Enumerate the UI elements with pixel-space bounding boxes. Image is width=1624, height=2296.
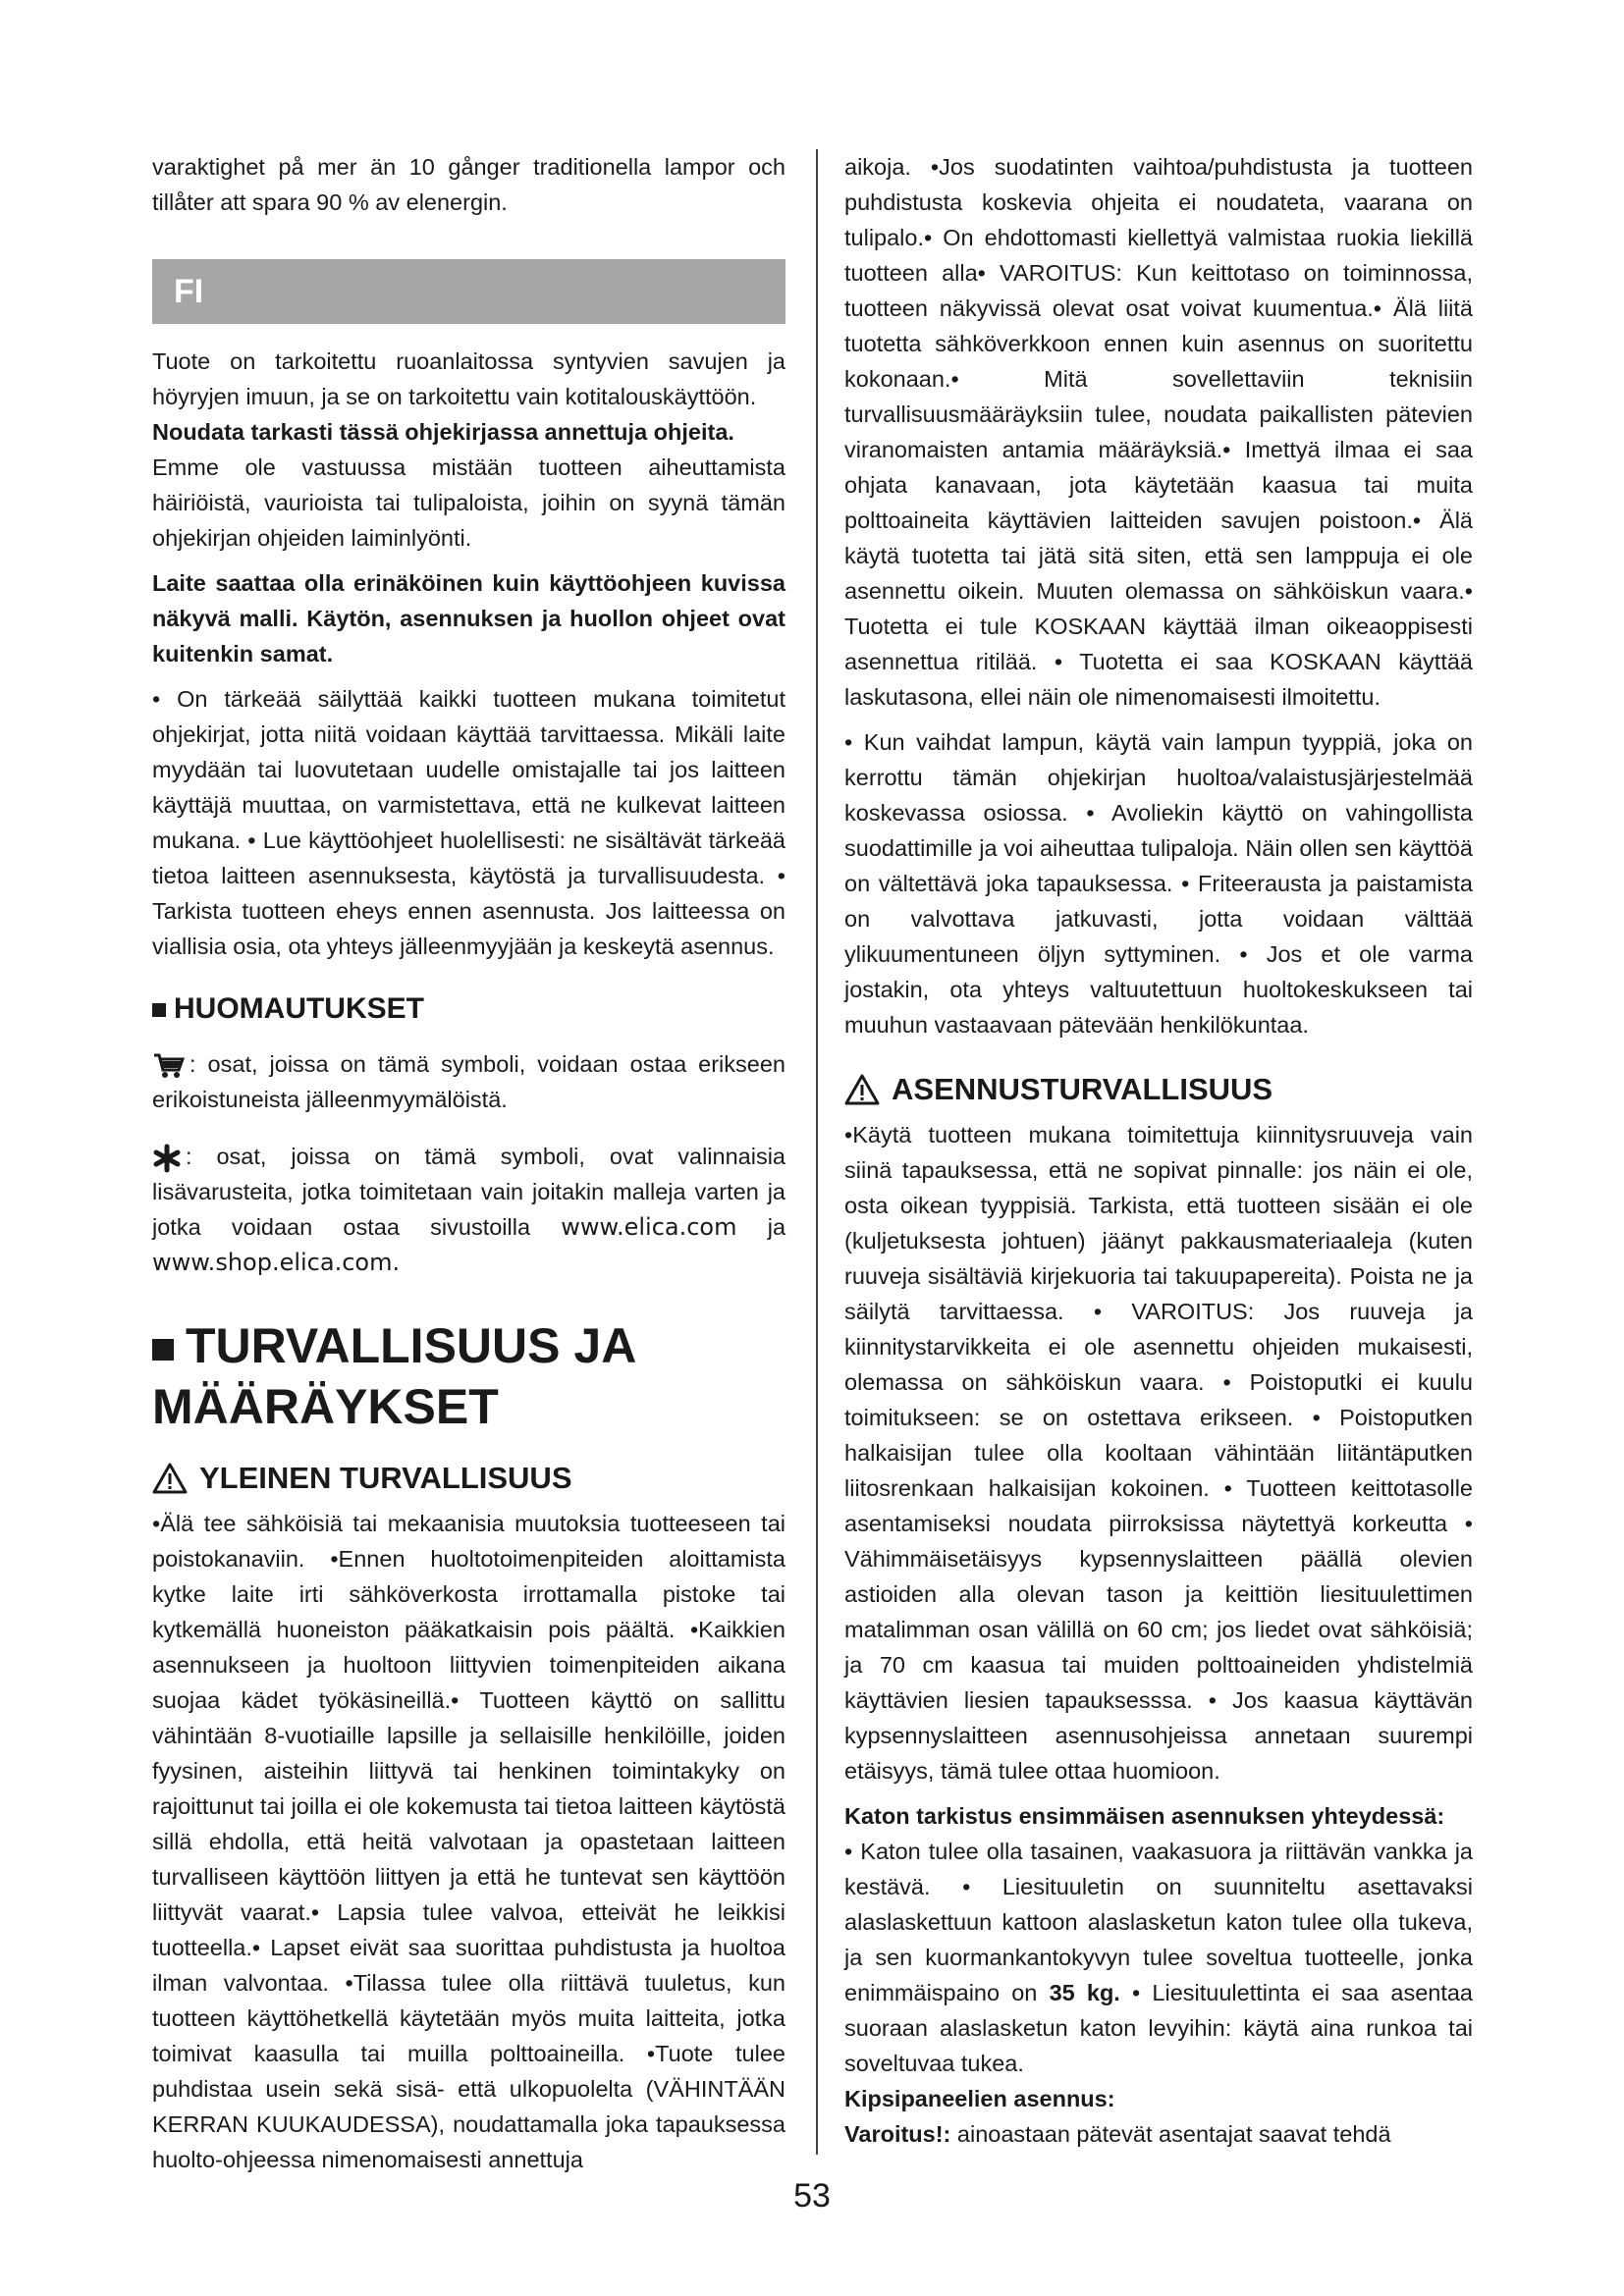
follow-instructions-paragraph: Noudata tarkasti tässä ohjekirjassa annettuja ohjeita.: [152, 419, 734, 445]
right-column: [844, 149, 1473, 2162]
warning-triangle-icon: [152, 1463, 188, 1494]
gypsum-panels-heading: Kipsipaneelien asennus:: [844, 2086, 1115, 2111]
warning-triangle-icon: [844, 1074, 880, 1105]
asterisk-icon: [152, 1144, 182, 1173]
star-symbol-note: : osat, joissa on tämä symboli, ovat valinnaisia lisävarusteita, jotka toimitetaan vain joitakin malleja varten ja jotka voidaan ostaa sivustoilla www.elica.com ja www.shop.elica.com.: [152, 1144, 786, 1276]
general-safety-heading: YLEINEN TURVALLISUUS: [152, 1459, 785, 1498]
general-safety-continued: aikoja. •Jos suodatinten vaihtoa/puhdistusta ja tuotteen puhdistusta koskevia ohjeita ei noudateta, vaarana on tulipalo.• On ehdottomasti kiellettyä valmistaa ruokia liekillä tuotteen alla• VAROITUS: Kun keittotaso on toiminnossa, tuotteen näkyvissä olevat osat voivat kuumentua.• Älä liitä tuotetta sähköverkkoon ennen kuin asennus on suoritettu kokonaan.• Mitä sovellettaviin teknisiin turvallisuusmääräyksiin tulee, noudata paikallisten pätevien viranomaisten antamia määräyksiä.• Imettyä ilmaa ei saa ohjata kanavaan, jota käytetään kaasua tai muita polttoaineita käyttävien laitteiden savujen poistoon.• Älä käytä tuotetta tai jätä sitä siten, että sen lamppuja ei ole asennettu oikein. Muuten olemassa on sähköiskun vaara.• Tuotetta ei tule KOSKAAN käyttää ilman oikeaoppisesti asennettua ritilää. • Tuotetta ei saa KOSKAAN käyttää laskutasona, ellei näin ole nimenomaisesti ilmoitettu.: [844, 154, 1473, 710]
lamp-and-flame-paragraph: • Kun vaihdat lampun, käytä vain lampun tyyppiä, joka on kerrottu tämän ohjekirjan huoltoa/valaistusjärjestelmää koskevassa osiossa. • Avoliekin käyttö on vahingollista suodattimille ja voi aiheuttaa tulipaloja. Näin ollen sen käyttöä on vältettävä joka tapauksessa. • Friteerausta ja paistamista on valvottava jatkuvasti, jotta voidaan välttää ylikuumentuneen öljyn syttyminen. • Jos et ole varma jostakin, ota yhteys valtuutettuun huoltokeskukseen tai muuhun vastaavaan pätevään henkilökuntaa.: [844, 729, 1473, 1038]
purpose-paragraph: Tuote on tarkoitettu ruoanlaitossa syntyvien savujen ja höyryjen imuun, ja se on tarkoitettu vain kotitalouskäyttöön.: [152, 348, 785, 409]
safety-regulations-heading: TURVALLISUUS JA MÄÄRÄYKSET: [152, 1318, 637, 1434]
shop-elica-url[interactable]: www.shop.elica.com.: [152, 1249, 401, 1276]
gypsum-warning-text: Varoitus!: ainoastaan pätevät asentajat saavat tehdä: [844, 2121, 1391, 2147]
page-number: 53: [793, 2177, 831, 2215]
installation-safety-text: •Käytä tuotteen mukana toimitettuja kiinnitysruuveja vain siinä tapauksessa, että ne sopivat pinnalle: jos näin ei ole, osta oikean tyyppisiä. Tarkista, että tuotteen sisään ei ole (kuljetuksesta johtuen) jäänyt pakkausmateriaaleja (kuten ruuveja sisältäviä kirjekuoria tai takuupapereita). Poista ne ja säilytä tarvittaessa. • VAROITUS: Jos ruuveja ja kiinnitystarvikkeita ei ole asennettu ohjeiden mukaisesti, olemassa on sähköiskun vaara. • Poistoputki ei kuulu toimitukseen: se on ostettava erikseen. • Poistoputken halkaisijan tulee olla kooltaan vähintään liitäntäputken liitosrenkaan halkaisijan kokoinen. • Tuotteen keittotasolle asentamiseksi noudata piirroksissa näytettyä korkeutta • Vähimmäisetäisyys kypsennyslaitteen päällä olevien astioiden alla olevan tason ja keittiön liesituulettimen matalimman osan välillä on 60 cm; jos liedet ovat sähköisiä; ja 70 cm kaasua tai muiden polttoaineiden yhdistelmiä käyttävien liesien tapauksesssa. • Jos kaasua käyttävän kypsennyslaitteen asennusohjeissa annetaan suurempi etäisyys, tämä tulee ottaa huomioon.: [844, 1122, 1473, 1784]
liability-paragraph: Emme ole vastuussa mistään tuotteen aiheuttamista häiriöistä, vaurioista tai tulipaloista, joihin on syynä tämän ohjekirjan ohjeiden laiminlyönti.: [152, 454, 785, 551]
ceiling-check-heading: Katon tarkistus ensimmäisen asennuksen yhteydessä:: [844, 1803, 1445, 1829]
max-weight-value: 35 kg.: [1049, 1980, 1120, 2005]
notes-heading: HUOMAUTUKSET: [152, 989, 785, 1029]
left-column: [152, 149, 785, 2187]
ceiling-check-text: • Katon tulee olla tasainen, vaakasuora ja riittävän vankka ja kestävä. • Liesituuletin on suunniteltu asettavaksi alaslaskettuun kattoon alaslasketun katon tulee olla tukeva, ja sen kuormankantokyvyn tulee soveltua tuotteelle, jonka enimmäispaino on 35 kg. • Liesituulettinta ei saa asentaa suoraan alaslasketun katon levyihin: käytä aina runkoa tai soveltuvaa tukea.: [844, 1839, 1474, 2076]
language-header-bar: [152, 259, 785, 324]
square-bullet-icon: [152, 1339, 174, 1361]
elica-url[interactable]: www.elica.com: [561, 1213, 737, 1241]
square-bullet-icon: [152, 1003, 166, 1017]
model-notice-paragraph: Laite saattaa olla erinäköinen kuin käyttöohjeen kuvissa näkyvä malli. Käytön, asennuksen ja huollon ohjeet ovat kuitenkin samat.: [152, 570, 785, 667]
general-safety-text: •Älä tee sähköisiä tai mekaanisia muutoksia tuotteeseen tai poistokanaviin. •Ennen huoltotoimenpiteiden aloittamista kytke laite irti sähköverkosta irrottamalla pistoke tai kytkemällä huoneiston pääkatkaisin pois päältä. •Kaikkien asennukseen ja huoltoon liittyvien toimenpiteiden aikana suojaa kädet työkäsineillä.• Tuotteen käyttö on sallittu vähintään 8-vuotiaille lapsille ja sellaisille henkilöille, joiden fyysinen, aisteihin liittyvä tai henkinen toimintakyky on rajoittunut tai joilla ei ole kokemusta tai tietoa laitteen käytöstä sillä ehdolla, että heitä valvotaan ja opastetaan laitteen turvalliseen käyttöön liittyen ja että he tuntevat sen käyttöön liittyvät vaarat.• Lapsia tulee valvoa, etteivät he leikkisi tuotteella.• Lapset eivät saa suorittaa puhdistusta ja huoltoa ilman valvontaa. •Tilassa tulee olla riittävä tuuletus, kun tuotteen käyttöhetkellä käytetään myös muita laitteita, jotka toimivat kaasulla tai muilla polttoaineilla. •Tuote tulee puhdistaa usein sekä sisä- että ulkopuolelta (VÄHINTÄÄN KERRAN KUUKAUDESSA), noudattamalla joka tapauksessa huolto-ohjeessa nimenomaisesti annettuja: [152, 1511, 785, 2172]
language-label: FI: [174, 273, 204, 310]
installation-safety-heading: ASENNUSTURVALLISUUS: [844, 1070, 1473, 1109]
intro-paragraph: varaktighet på mer än 10 gånger traditionella lampor och tillåter att spara 90 % av elenergin.: [152, 154, 785, 215]
shopping-cart-icon: [152, 1052, 186, 1080]
cart-symbol-note: : osat, joissa on tämä symboli, voidaan ostaa erikseen erikoistuneista jälleenmyymälöistä.: [152, 1051, 785, 1112]
column-divider: [816, 149, 818, 2155]
manual-keeping-paragraph: • On tärkeää säilyttää kaikki tuotteen mukana toimitetut ohjekirjat, jotta niitä voidaan käyttää tarvittaessa. Mikäli laite myydään tai luovutetaan uudelle omistajalle tai jos laitteen käyttäjä muuttaa, on varmistettava, että ne kulkevat laitteen mukana. • Lue käyttöohjeet huolellisesti: ne sisältävät tärkeää tietoa laitteen asennuksesta, käytöstä ja turvallisuudesta. • Tarkista tuotteen eheys ennen asennusta. Jos laitteessa on viallisia osia, ota yhteys jälleenmyyjään ja keskeytä asennus.: [152, 686, 785, 959]
